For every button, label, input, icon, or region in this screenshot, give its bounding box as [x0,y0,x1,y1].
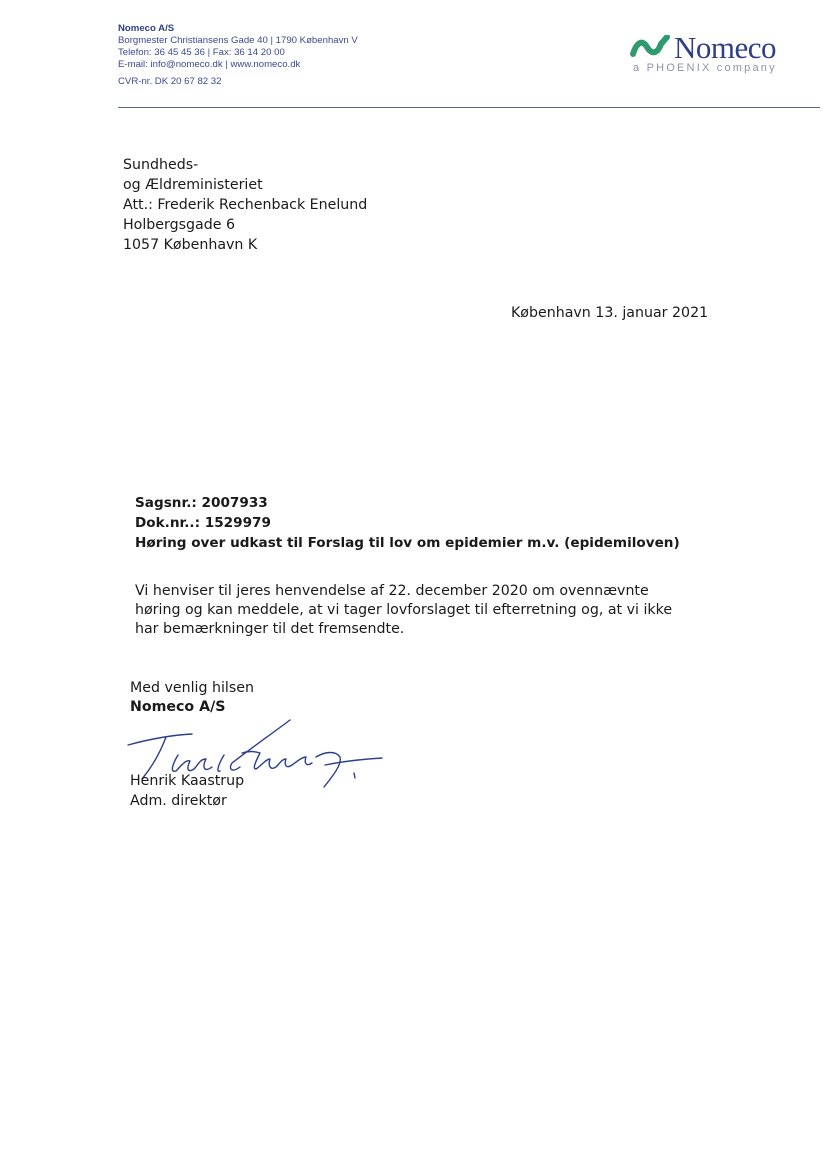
closing-greeting: Med venlig hilsen [130,680,254,696]
letterhead-phone-fax: Telefon: 36 45 45 36 | Fax: 36 14 20 00 [118,47,285,58]
closing-block [130,679,254,717]
recipient-line-1: Sundheds- [123,157,199,173]
company-logo [630,28,790,78]
signer-block [130,771,244,811]
header-divider [118,107,820,108]
body-line-1: Vi henviser til jeres henvendelse af 22. december 2020 om ovennævnte [135,583,649,599]
letterhead-cvr: CVR-nr. DK 20 67 82 32 [118,76,222,87]
signer-title: Adm. direktør [130,793,227,809]
document-number: Dok.nr..: 1529979 [135,515,271,531]
letterhead-address: Borgmester Christiansens Gade 40 | 1790 København V [118,35,358,46]
subject-title: Høring over udkast til Forslag til lov om epidemier m.v. (epidemiloven) [135,535,680,551]
letterhead-company: Nomeco A/S [118,23,175,34]
subject-block [135,493,680,553]
date-line: København 13. januar 2021 [511,305,709,321]
letterhead [118,23,358,88]
signer-name: Henrik Kaastrup [130,773,245,789]
recipient-attention: Att.: Frederik Rechenback Enelund [123,197,368,213]
letter-body [135,582,715,639]
recipient-address [123,155,367,255]
body-line-2: høring og kan meddele, at vi tager lovforslaget til efterretning og, at vi ikke [135,602,673,618]
body-line-3: har bemærkninger til det fremsendte. [135,621,405,637]
letterhead-email-web: E-mail: info@nomeco.dk | www.nomeco.dk [118,59,301,70]
recipient-street: Holbergsgade 6 [123,217,235,233]
logo-name: Nomeco [674,30,777,65]
nomeco-wave-icon [630,35,674,59]
closing-company: Nomeco A/S [130,699,226,715]
case-number: Sagsnr.: 2007933 [135,495,268,511]
logo-tagline: a PHOENIX company [633,62,777,74]
recipient-line-2: og Ældreministeriet [123,177,263,193]
recipient-city: 1057 København K [123,237,258,253]
